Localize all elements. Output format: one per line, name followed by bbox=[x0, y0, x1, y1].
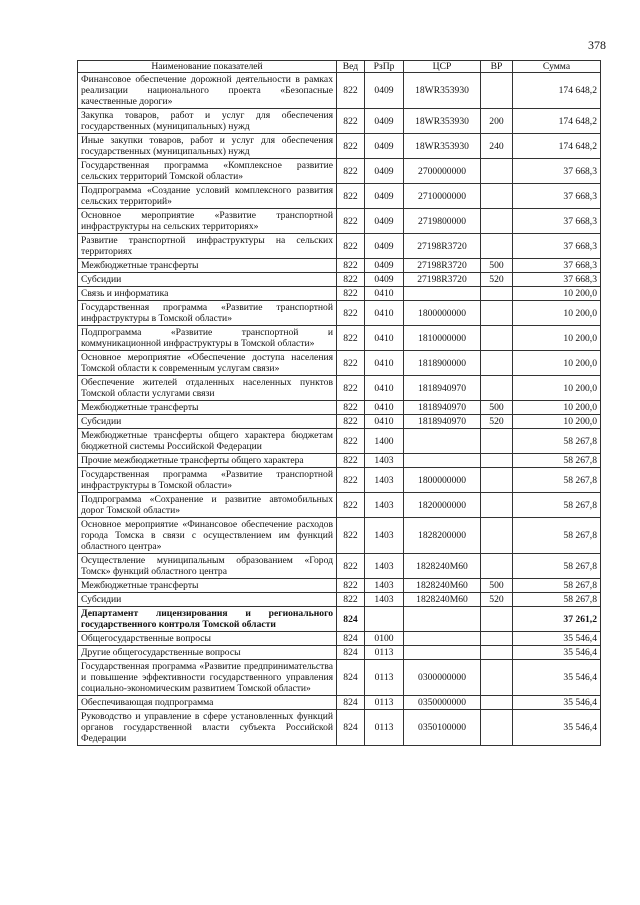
cell-csr: 27198R3720 bbox=[404, 234, 481, 259]
cell-name: Субсидии bbox=[78, 593, 337, 607]
cell-vr bbox=[481, 493, 513, 518]
table-row bbox=[78, 579, 601, 593]
cell-sum: 58 267,8 bbox=[513, 454, 601, 468]
cell-name: Закупка товаров, работ и услуг для обеспечения государственных (муниципальных) нужд bbox=[78, 109, 337, 134]
cell-csr: 2710000000 bbox=[404, 184, 481, 209]
col-header-rzpr: РзПр bbox=[365, 61, 404, 73]
cell-csr: 1828200000 bbox=[404, 518, 481, 554]
cell-vr bbox=[481, 696, 513, 710]
cell-csr bbox=[404, 632, 481, 646]
cell-vr bbox=[481, 429, 513, 454]
cell-rzpr: 0113 bbox=[365, 710, 404, 746]
table-row bbox=[78, 351, 601, 376]
cell-ved: 824 bbox=[337, 710, 365, 746]
cell-vr bbox=[481, 632, 513, 646]
cell-vr bbox=[481, 518, 513, 554]
cell-ved: 822 bbox=[337, 287, 365, 301]
cell-vr: 520 bbox=[481, 593, 513, 607]
cell-rzpr: 0409 bbox=[365, 273, 404, 287]
cell-vr bbox=[481, 710, 513, 746]
col-header-sum: Сумма bbox=[513, 61, 601, 73]
cell-sum: 58 267,8 bbox=[513, 554, 601, 579]
cell-rzpr: 0409 bbox=[365, 134, 404, 159]
cell-rzpr: 0113 bbox=[365, 646, 404, 660]
cell-csr: 1820000000 bbox=[404, 493, 481, 518]
col-header-name: Наименование показателей bbox=[78, 61, 337, 73]
cell-rzpr: 1403 bbox=[365, 518, 404, 554]
cell-ved: 822 bbox=[337, 579, 365, 593]
table-row bbox=[78, 273, 601, 287]
cell-csr bbox=[404, 646, 481, 660]
cell-ved: 822 bbox=[337, 109, 365, 134]
cell-sum: 10 200,0 bbox=[513, 301, 601, 326]
cell-ved: 822 bbox=[337, 273, 365, 287]
cell-sum: 37 668,3 bbox=[513, 259, 601, 273]
cell-rzpr: 0410 bbox=[365, 351, 404, 376]
cell-name: Межбюджетные трансферты bbox=[78, 259, 337, 273]
cell-vr bbox=[481, 184, 513, 209]
cell-name: Связь и информатика bbox=[78, 287, 337, 301]
cell-rzpr: 0410 bbox=[365, 287, 404, 301]
cell-vr bbox=[481, 351, 513, 376]
cell-rzpr: 0409 bbox=[365, 209, 404, 234]
cell-csr: 0350000000 bbox=[404, 696, 481, 710]
cell-vr bbox=[481, 159, 513, 184]
cell-vr: 500 bbox=[481, 401, 513, 415]
cell-vr bbox=[481, 301, 513, 326]
cell-name: Иные закупки товаров, работ и услуг для обеспечения государственных (муниципальных) нужд bbox=[78, 134, 337, 159]
cell-sum: 35 546,4 bbox=[513, 632, 601, 646]
cell-name: Межбюджетные трансферты bbox=[78, 579, 337, 593]
cell-ved: 822 bbox=[337, 454, 365, 468]
table-row bbox=[78, 593, 601, 607]
cell-rzpr: 0410 bbox=[365, 301, 404, 326]
cell-vr bbox=[481, 646, 513, 660]
cell-rzpr: 0409 bbox=[365, 73, 404, 109]
cell-name: Общегосударственные вопросы bbox=[78, 632, 337, 646]
cell-rzpr: 1403 bbox=[365, 593, 404, 607]
cell-rzpr bbox=[365, 607, 404, 632]
cell-sum: 37 668,3 bbox=[513, 184, 601, 209]
cell-name: Основное мероприятие «Финансовое обеспечение расходов города Томска в связи с осуществлением им функций областного центра» bbox=[78, 518, 337, 554]
table-header-row bbox=[78, 61, 601, 73]
table-row bbox=[78, 209, 601, 234]
cell-sum: 37 668,3 bbox=[513, 209, 601, 234]
cell-ved: 824 bbox=[337, 660, 365, 696]
cell-sum: 10 200,0 bbox=[513, 415, 601, 429]
cell-csr: 27198R3720 bbox=[404, 259, 481, 273]
cell-rzpr: 0409 bbox=[365, 184, 404, 209]
cell-vr: 240 bbox=[481, 134, 513, 159]
cell-ved: 822 bbox=[337, 301, 365, 326]
cell-ved: 822 bbox=[337, 429, 365, 454]
table-row bbox=[78, 159, 601, 184]
cell-ved: 822 bbox=[337, 376, 365, 401]
cell-sum: 10 200,0 bbox=[513, 401, 601, 415]
cell-name: Финансовое обеспечение дорожной деятельности в рамках реализации национального проекта «Безопасные качественные дороги» bbox=[78, 73, 337, 109]
cell-sum: 37 668,3 bbox=[513, 273, 601, 287]
cell-csr: 0350100000 bbox=[404, 710, 481, 746]
cell-sum: 10 200,0 bbox=[513, 326, 601, 351]
cell-sum: 58 267,8 bbox=[513, 493, 601, 518]
table-row bbox=[78, 184, 601, 209]
cell-rzpr: 0113 bbox=[365, 696, 404, 710]
cell-sum: 37 261,2 bbox=[513, 607, 601, 632]
cell-vr bbox=[481, 234, 513, 259]
table-row bbox=[78, 696, 601, 710]
cell-name: Прочие межбюджетные трансферты общего характера bbox=[78, 454, 337, 468]
cell-vr bbox=[481, 660, 513, 696]
table-row bbox=[78, 259, 601, 273]
cell-csr: 18WR353930 bbox=[404, 109, 481, 134]
cell-rzpr: 0410 bbox=[365, 376, 404, 401]
cell-rzpr: 1403 bbox=[365, 468, 404, 493]
cell-name: Межбюджетные трансферты общего характера бюджетам бюджетной системы Российской Федерации bbox=[78, 429, 337, 454]
cell-rzpr: 0410 bbox=[365, 401, 404, 415]
cell-rzpr: 1403 bbox=[365, 554, 404, 579]
table-row bbox=[78, 109, 601, 134]
cell-sum: 10 200,0 bbox=[513, 351, 601, 376]
cell-name: Субсидии bbox=[78, 415, 337, 429]
cell-csr: 1800000000 bbox=[404, 468, 481, 493]
table-row bbox=[78, 468, 601, 493]
cell-name: Развитие транспортной инфраструктуры на сельских территориях bbox=[78, 234, 337, 259]
cell-vr: 520 bbox=[481, 415, 513, 429]
cell-csr: 1818940970 bbox=[404, 415, 481, 429]
cell-sum: 37 668,3 bbox=[513, 159, 601, 184]
cell-vr bbox=[481, 468, 513, 493]
cell-vr bbox=[481, 607, 513, 632]
table-row bbox=[78, 607, 601, 632]
budget-table bbox=[77, 60, 601, 746]
cell-name: Субсидии bbox=[78, 273, 337, 287]
cell-ved: 822 bbox=[337, 159, 365, 184]
cell-sum: 35 546,4 bbox=[513, 646, 601, 660]
table-row bbox=[78, 710, 601, 746]
cell-csr bbox=[404, 454, 481, 468]
cell-sum: 35 546,4 bbox=[513, 660, 601, 696]
table-row bbox=[78, 326, 601, 351]
cell-ved: 822 bbox=[337, 401, 365, 415]
cell-rzpr: 1403 bbox=[365, 454, 404, 468]
cell-ved: 824 bbox=[337, 632, 365, 646]
cell-csr: 2719800000 bbox=[404, 209, 481, 234]
cell-ved: 822 bbox=[337, 593, 365, 607]
cell-ved: 822 bbox=[337, 351, 365, 376]
cell-name: Обеспечивающая подпрограмма bbox=[78, 696, 337, 710]
table-row bbox=[78, 554, 601, 579]
cell-name: Основное мероприятие «Развитие транспортной инфраструктуры на сельских территориях» bbox=[78, 209, 337, 234]
cell-name: Другие общегосударственные вопросы bbox=[78, 646, 337, 660]
cell-ved: 822 bbox=[337, 234, 365, 259]
cell-csr: 1828240M60 bbox=[404, 554, 481, 579]
cell-ved: 824 bbox=[337, 607, 365, 632]
cell-ved: 822 bbox=[337, 184, 365, 209]
cell-sum: 58 267,8 bbox=[513, 579, 601, 593]
cell-name: Основное мероприятие «Обеспечение доступа населения Томской области к современным услугам связи» bbox=[78, 351, 337, 376]
table-row bbox=[78, 234, 601, 259]
cell-rzpr: 1403 bbox=[365, 579, 404, 593]
table-row bbox=[78, 401, 601, 415]
cell-ved: 822 bbox=[337, 468, 365, 493]
table-row bbox=[78, 287, 601, 301]
cell-csr: 27198R3720 bbox=[404, 273, 481, 287]
cell-sum: 35 546,4 bbox=[513, 710, 601, 746]
cell-csr: 1818940970 bbox=[404, 401, 481, 415]
table-row bbox=[78, 429, 601, 454]
cell-rzpr: 0410 bbox=[365, 415, 404, 429]
table-row bbox=[78, 646, 601, 660]
table-row bbox=[78, 73, 601, 109]
cell-csr: 1800000000 bbox=[404, 301, 481, 326]
table-row bbox=[78, 454, 601, 468]
cell-vr bbox=[481, 287, 513, 301]
cell-ved: 822 bbox=[337, 259, 365, 273]
cell-csr: 1818940970 bbox=[404, 376, 481, 401]
cell-vr bbox=[481, 554, 513, 579]
cell-rzpr: 0409 bbox=[365, 259, 404, 273]
cell-ved: 822 bbox=[337, 326, 365, 351]
cell-vr bbox=[481, 376, 513, 401]
cell-csr: 2700000000 bbox=[404, 159, 481, 184]
cell-name: Подпрограмма «Сохранение и развитие автомобильных дорог Томской области» bbox=[78, 493, 337, 518]
cell-ved: 822 bbox=[337, 415, 365, 429]
table-row bbox=[78, 518, 601, 554]
cell-csr: 0300000000 bbox=[404, 660, 481, 696]
cell-sum: 174 648,2 bbox=[513, 134, 601, 159]
cell-name: Государственная программа «Развитие транспортной инфраструктуры в Томской области» bbox=[78, 301, 337, 326]
col-header-csr: ЦСР bbox=[404, 61, 481, 73]
cell-name: Руководство и управление в сфере установленных функций органов государственной власти субъекта Российской Федерации bbox=[78, 710, 337, 746]
table-row bbox=[78, 134, 601, 159]
cell-vr bbox=[481, 326, 513, 351]
table-row bbox=[78, 632, 601, 646]
cell-vr: 500 bbox=[481, 259, 513, 273]
cell-rzpr: 0410 bbox=[365, 326, 404, 351]
cell-vr: 500 bbox=[481, 579, 513, 593]
cell-csr bbox=[404, 429, 481, 454]
table-row bbox=[78, 660, 601, 696]
cell-vr bbox=[481, 73, 513, 109]
cell-csr bbox=[404, 607, 481, 632]
cell-name: Подпрограмма «Развитие транспортной и коммуникационной инфраструктуры в Томской области» bbox=[78, 326, 337, 351]
col-header-vr: ВР bbox=[481, 61, 513, 73]
cell-csr: 1810000000 bbox=[404, 326, 481, 351]
cell-name: Государственная программа «Комплексное развитие сельских территорий Томской области» bbox=[78, 159, 337, 184]
cell-name: Государственная программа «Развитие транспортной инфраструктуры в Томской области» bbox=[78, 468, 337, 493]
table-row bbox=[78, 376, 601, 401]
table-row bbox=[78, 301, 601, 326]
cell-sum: 58 267,8 bbox=[513, 593, 601, 607]
table-body bbox=[78, 73, 601, 746]
cell-csr: 1818900000 bbox=[404, 351, 481, 376]
cell-vr bbox=[481, 209, 513, 234]
cell-vr: 200 bbox=[481, 109, 513, 134]
cell-csr: 1828240M60 bbox=[404, 579, 481, 593]
cell-rzpr: 0100 bbox=[365, 632, 404, 646]
cell-csr bbox=[404, 287, 481, 301]
cell-name: Государственная программа «Развитие предпринимательства и повышение эффективности государственного управления социально-экономическим развитием Томской области» bbox=[78, 660, 337, 696]
cell-sum: 58 267,8 bbox=[513, 429, 601, 454]
cell-vr: 520 bbox=[481, 273, 513, 287]
cell-sum: 35 546,4 bbox=[513, 696, 601, 710]
cell-csr: 18WR353930 bbox=[404, 134, 481, 159]
cell-sum: 174 648,2 bbox=[513, 109, 601, 134]
cell-vr bbox=[481, 454, 513, 468]
cell-ved: 822 bbox=[337, 134, 365, 159]
cell-rzpr: 0409 bbox=[365, 109, 404, 134]
cell-rzpr: 0113 bbox=[365, 660, 404, 696]
cell-name: Обеспечение жителей отдаленных населенных пунктов Томской области услугами связи bbox=[78, 376, 337, 401]
table-row bbox=[78, 415, 601, 429]
cell-ved: 822 bbox=[337, 493, 365, 518]
cell-ved: 822 bbox=[337, 73, 365, 109]
cell-sum: 174 648,2 bbox=[513, 73, 601, 109]
table-row bbox=[78, 493, 601, 518]
cell-name: Межбюджетные трансферты bbox=[78, 401, 337, 415]
cell-sum: 10 200,0 bbox=[513, 287, 601, 301]
cell-rzpr: 0409 bbox=[365, 234, 404, 259]
cell-ved: 822 bbox=[337, 554, 365, 579]
cell-rzpr: 1403 bbox=[365, 493, 404, 518]
page-number: 378 bbox=[588, 38, 606, 52]
cell-ved: 824 bbox=[337, 646, 365, 660]
cell-rzpr: 0409 bbox=[365, 159, 404, 184]
cell-name: Подпрограмма «Создание условий комплексного развития сельских территорий» bbox=[78, 184, 337, 209]
cell-sum: 58 267,8 bbox=[513, 468, 601, 493]
cell-name: Осуществление муниципальным образованием «Город Томск» функций областного центра bbox=[78, 554, 337, 579]
cell-rzpr: 1400 bbox=[365, 429, 404, 454]
cell-sum: 58 267,8 bbox=[513, 518, 601, 554]
col-header-ved: Вед bbox=[337, 61, 365, 73]
cell-name: Департамент лицензирования и регионального государственного контроля Томской области bbox=[78, 607, 337, 632]
cell-ved: 822 bbox=[337, 518, 365, 554]
cell-csr: 1828240M60 bbox=[404, 593, 481, 607]
cell-ved: 824 bbox=[337, 696, 365, 710]
cell-sum: 37 668,3 bbox=[513, 234, 601, 259]
cell-ved: 822 bbox=[337, 209, 365, 234]
cell-csr: 18WR353930 bbox=[404, 73, 481, 109]
cell-sum: 10 200,0 bbox=[513, 376, 601, 401]
